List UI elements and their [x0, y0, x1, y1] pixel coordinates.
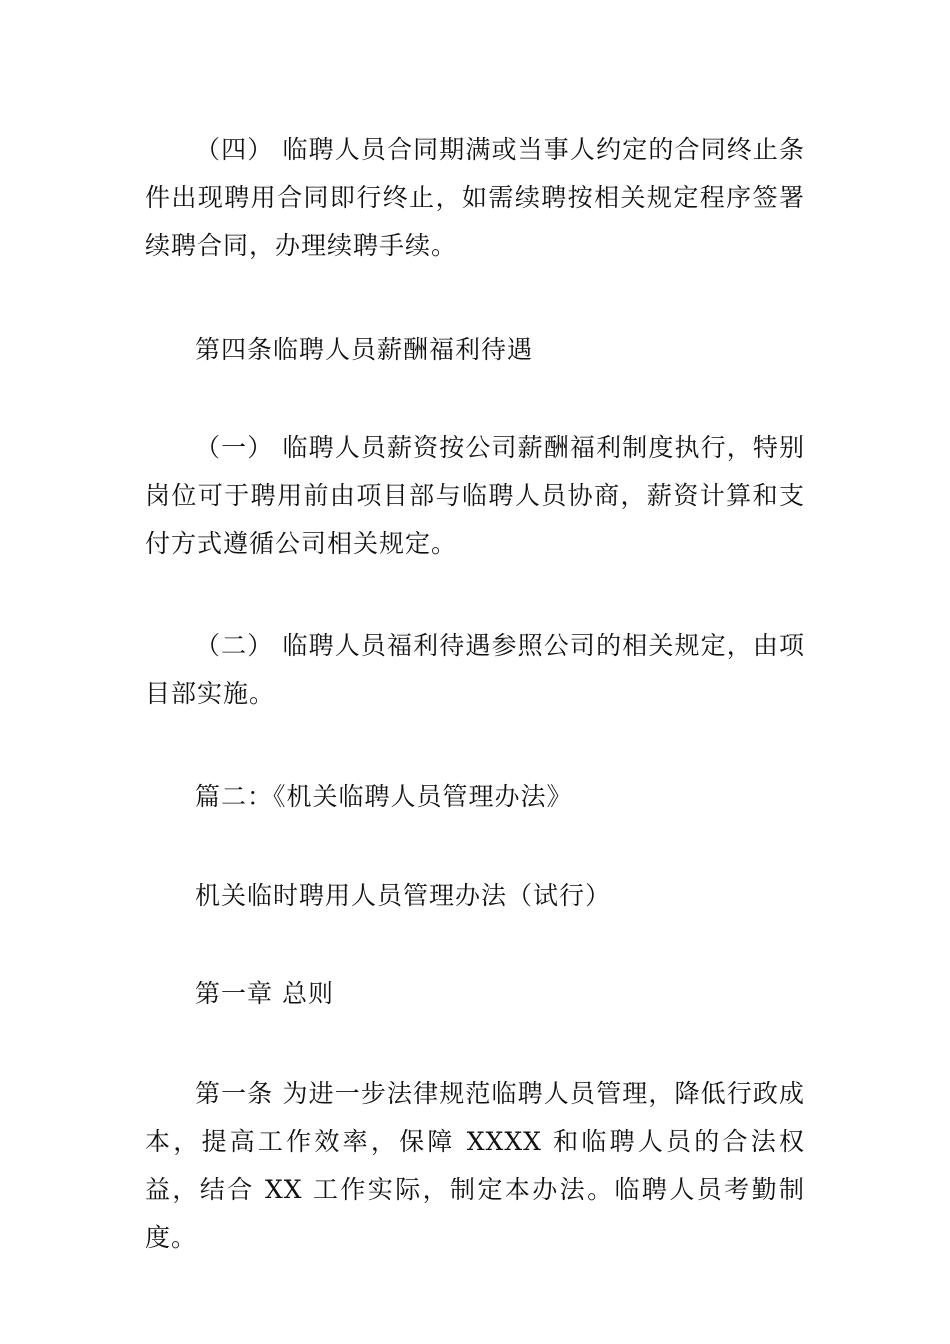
article-four-heading: 第四条临聘人员薪酬福利待遇: [195, 335, 534, 364]
section-two-title: 篇二：《机关临聘人员管理办法》: [195, 782, 573, 811]
paragraph-salary: （一） 临聘人员薪资按公司薪酬福利制度执行，特别岗位可于聘用前由项目部与临聘人员协商，薪资计算和支付方式遵循公司相关规定。: [145, 433, 805, 558]
paragraph-benefits: （二） 临聘人员福利待遇参照公司的相关规定，由项目部实施。: [145, 631, 805, 708]
paragraph-article-one: 第一条 为进一步法律规范临聘人员管理，降低行政成本，提高工作效率，保障 XXXX 和临聘人员的合法权益，结合 XX 工作实际，制定本办法。临聘人员考勤制度。: [145, 1079, 805, 1252]
paragraph-contract-termination: （四） 临聘人员合同期满或当事人约定的合同终止条件出现聘用合同即行终止，如需续聘按相关规定程序签署续聘合同，办理续聘手续。: [145, 135, 805, 260]
regulation-title: 机关临时聘用人员管理办法（试行）: [195, 881, 612, 910]
chapter-one-heading: 第一章 总则: [195, 979, 334, 1008]
